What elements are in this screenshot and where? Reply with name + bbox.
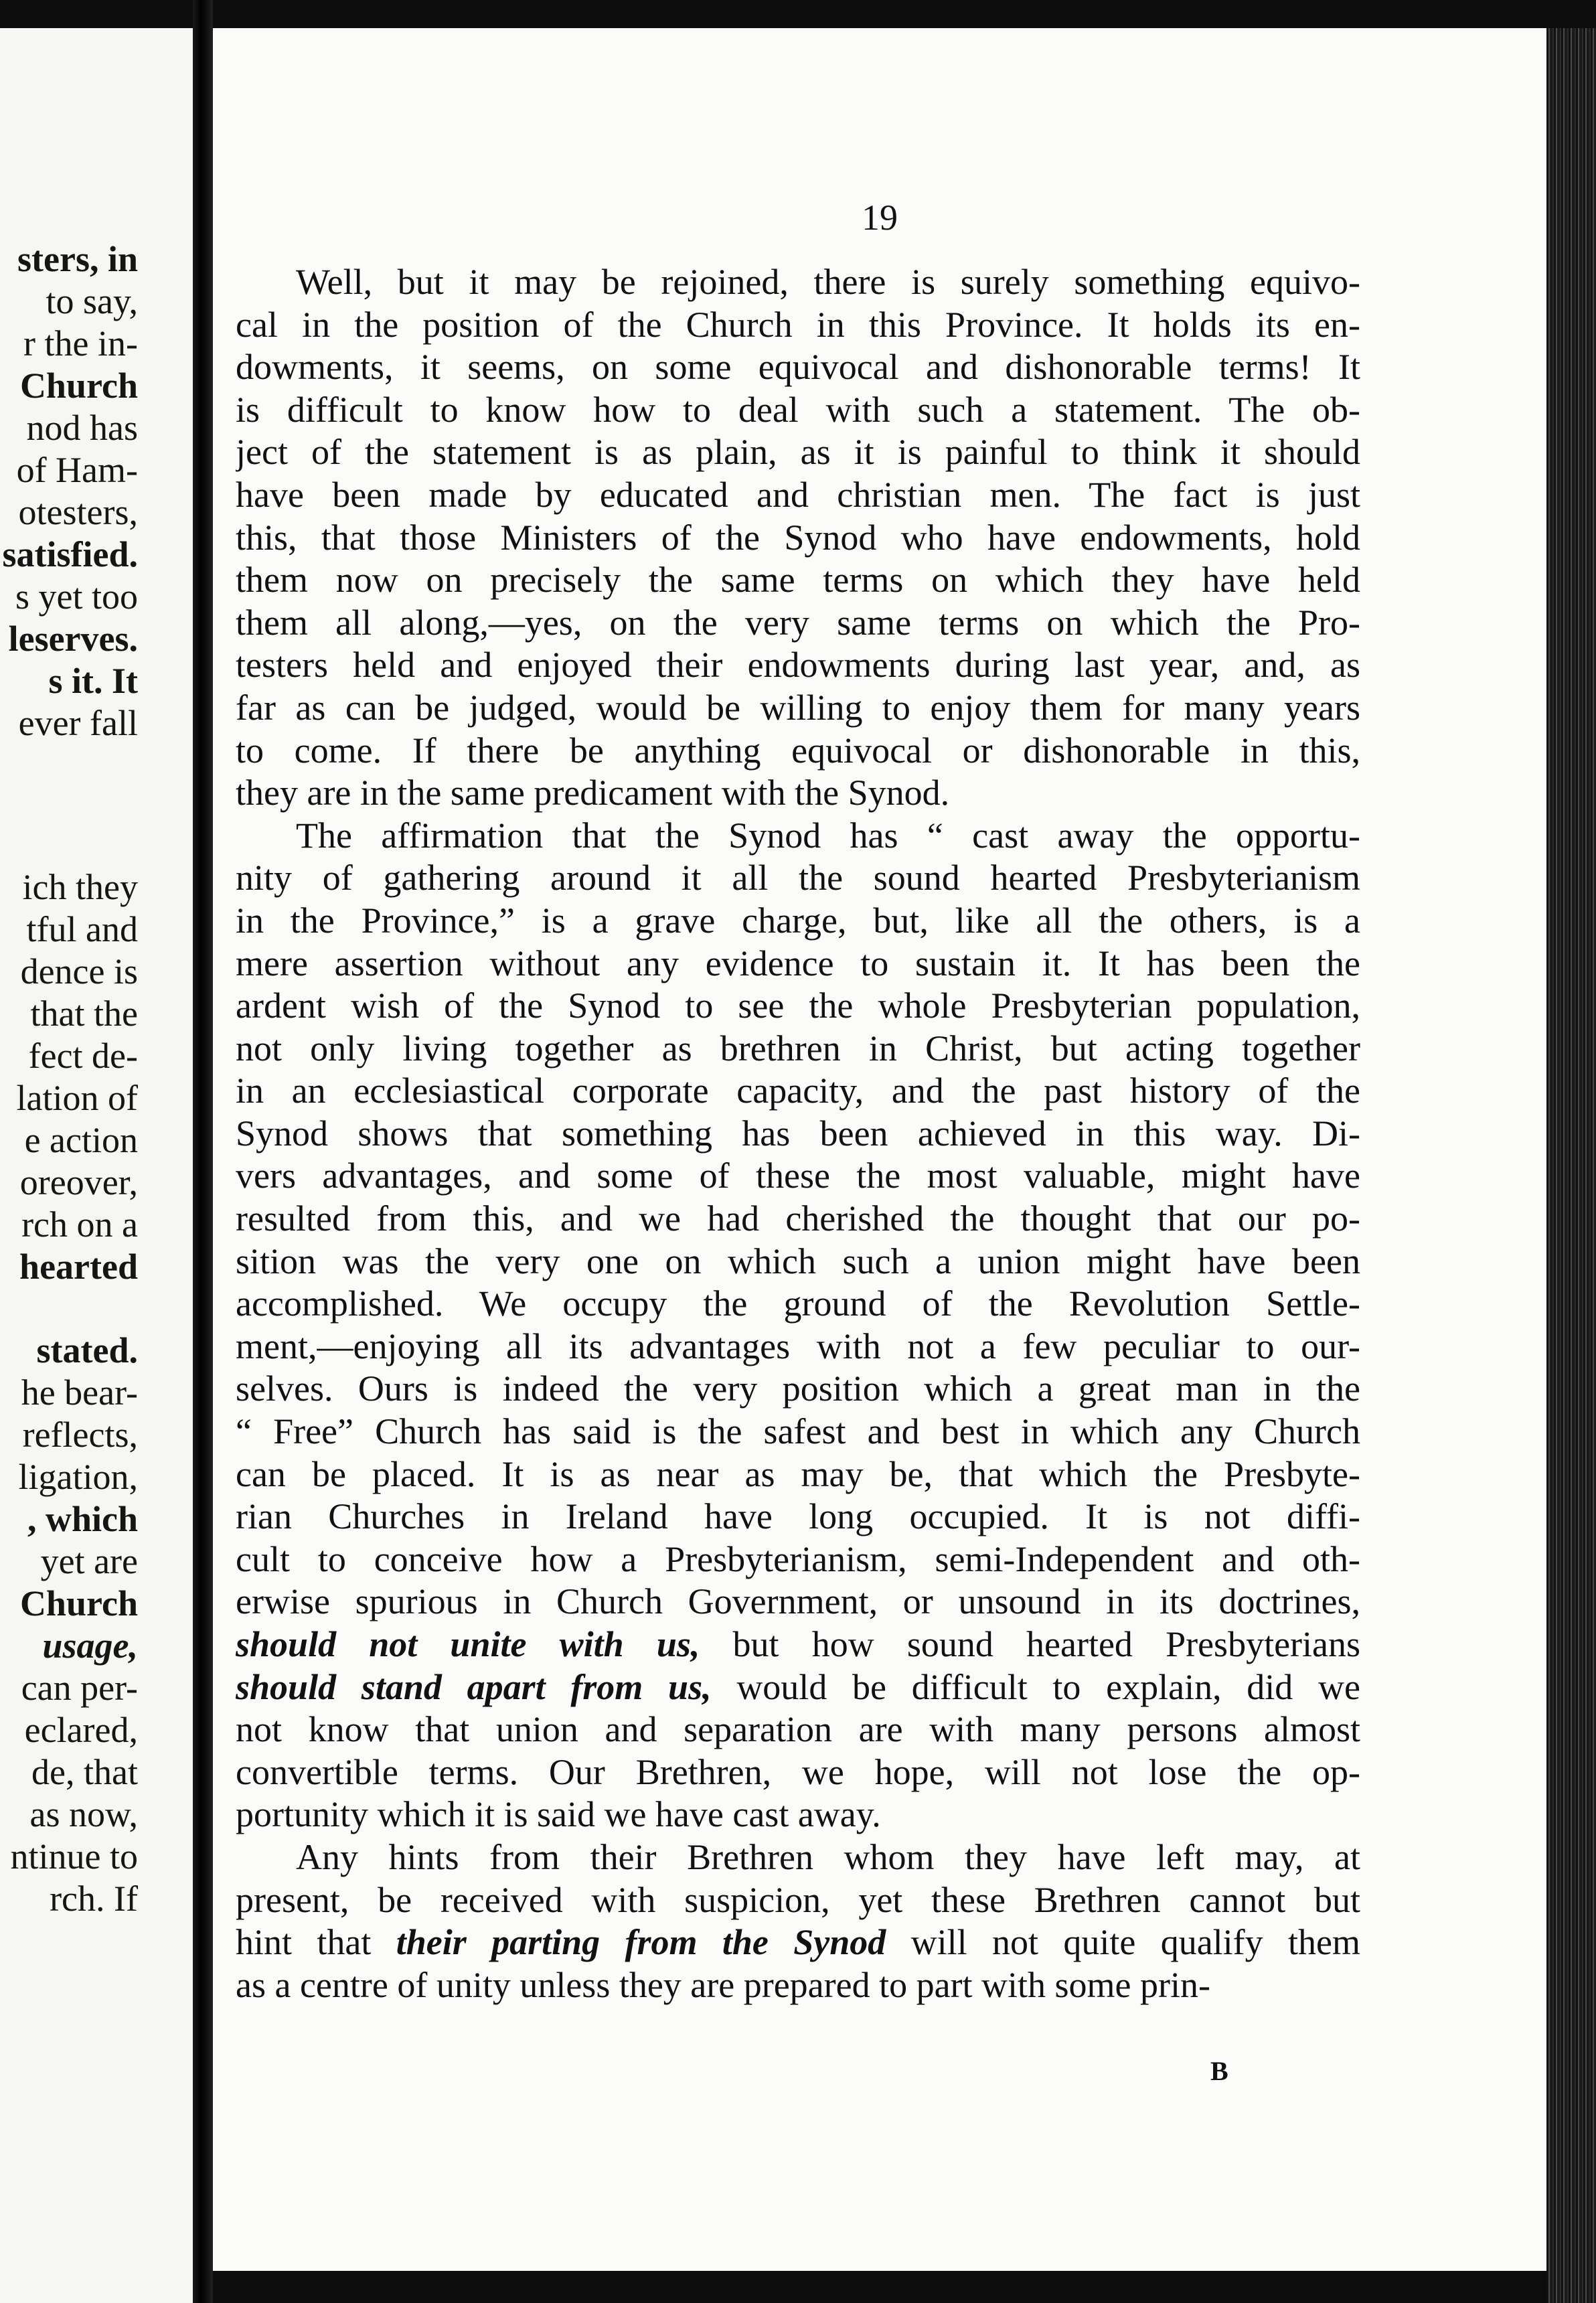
left-page-line: rch. If: [50, 1879, 138, 1919]
text-line: in an ecclesiastical corporate capacity, and the past history of the: [236, 1070, 1360, 1111]
emphasized-phrase: should stand apart from us,: [236, 1666, 712, 1707]
text-line: not only living together as brethren in Christ, but acting together: [236, 1028, 1360, 1068]
page-number: 19: [862, 197, 898, 238]
signature-mark: B: [1210, 2056, 1228, 2086]
text-line: Well, but it may be rejoined, there is surely something equivo-: [296, 262, 1360, 302]
left-page-line: Church: [19, 366, 138, 406]
text-line: rian Churches in Ireland have long occupied. It is not diffi-: [236, 1496, 1360, 1537]
left-page-line: s it. It: [48, 661, 138, 701]
left-page-line: oreover,: [19, 1162, 138, 1202]
left-page-line: fect de-: [28, 1036, 138, 1076]
left-page-line: de, that: [31, 1752, 138, 1792]
emphasized-phrase: their parting from the Synod: [396, 1922, 886, 1963]
page-edges: [1546, 28, 1596, 2303]
text-line: present, be received with suspicion, yet these Brethren cannot but: [236, 1879, 1360, 1920]
left-page-line: ever fall: [18, 703, 138, 743]
left-page-line: tful and: [26, 909, 138, 949]
left-page-line: leserves.: [8, 619, 138, 659]
left-page-line: can per-: [21, 1668, 138, 1708]
left-page-line: sters, in: [17, 239, 138, 279]
text-line: should not unite with us, but how sound hearted Presbyterians: [236, 1624, 1360, 1664]
left-page-fragment: [0, 28, 193, 2303]
text-line: testers held and enjoyed their endowments during last year, and, as: [236, 645, 1360, 686]
left-page-line: stated.: [36, 1330, 138, 1370]
left-page-line: rch on a: [21, 1204, 138, 1245]
text-line: Synod shows that something has been achieved in this way. Di-: [236, 1113, 1360, 1154]
text-line: they are in the same predicament with the Synod.: [236, 773, 950, 813]
left-page-line: that the: [30, 994, 138, 1034]
text-line: is difficult to know how to deal with such a statement. The ob-: [236, 389, 1360, 430]
text-line: ment,—enjoying all its advantages with not a few peculiar to our-: [236, 1326, 1360, 1366]
left-page-line: Church: [19, 1583, 138, 1623]
text-line: cal in the position of the Church in this Province. It holds its en-: [236, 304, 1360, 345]
left-page-line: otesters,: [18, 492, 138, 532]
text-line: as a centre of unity unless they are prepared to part with some prin-: [236, 1964, 1210, 2005]
left-page-line: lation of: [16, 1078, 138, 1118]
text-line: far as can be judged, would be willing to enjoy them for many years: [236, 687, 1360, 728]
text-line: them all along,—yes, on the very same terms on which the Pro-: [236, 602, 1360, 643]
text-line: ject of the statement is as plain, as it is painful to think it should: [236, 432, 1360, 473]
text-line: cult to conceive how a Presbyterianism, semi-Independent and oth-: [236, 1538, 1360, 1579]
text-line: vers advantages, and some of these the most valuable, might have: [236, 1156, 1360, 1196]
text-line: them now on precisely the same terms on which they have held: [236, 560, 1360, 601]
text-line: “ Free” Church has said is the safest and best in which any Church: [236, 1411, 1360, 1452]
left-page-line: to say,: [46, 281, 138, 321]
left-page-line: r the in-: [23, 323, 138, 364]
left-page-line: he bear-: [21, 1372, 138, 1413]
text-line: to come. If there be anything equivocal or dishonorable in this,: [236, 730, 1360, 771]
left-page-line: nod has: [26, 408, 138, 448]
text-line: this, that those Ministers of the Synod who have endowments, hold: [236, 517, 1360, 558]
text-line: hint that their parting from the Synod will not quite qualify them: [236, 1922, 1360, 1963]
text-line: Any hints from their Brethren whom they have left may, at: [296, 1836, 1360, 1877]
text-line: dowments, it seems, on some equivocal and dishonorable terms! It: [236, 347, 1360, 388]
left-page-line: hearted: [19, 1247, 138, 1287]
text-line: resulted from this, and we had cherished the thought that our po-: [236, 1198, 1360, 1239]
left-page-line: of Ham-: [16, 450, 138, 490]
text-line: mere assertion without any evidence to sustain it. It has been the: [236, 943, 1360, 983]
left-page-line: yet are: [40, 1541, 138, 1581]
left-page-line: satisfied.: [2, 534, 138, 574]
text-line: accomplished. We occupy the ground of the Revolution Settle-: [236, 1283, 1360, 1324]
text-line: in the Province,” is a grave charge, but, like all the others, is a: [236, 900, 1360, 941]
text-line: selves. Ours is indeed the very position which a great man in the: [236, 1368, 1360, 1409]
book-gutter: [193, 0, 213, 2303]
left-page-line: eclared,: [24, 1710, 138, 1750]
text-line: portunity which it is said we have cast away.: [236, 1794, 881, 1835]
text-line: nity of gathering around it all the sound hearted Presbyterianism: [236, 858, 1360, 898]
text-line: erwise spurious in Church Government, or unsound in its doctrines,: [236, 1581, 1360, 1622]
text-line: not know that union and separation are with many persons almost: [236, 1709, 1360, 1750]
text-line: convertible terms. Our Brethren, we hope, will not lose the op-: [236, 1751, 1360, 1792]
left-page-line: , which: [27, 1499, 138, 1539]
emphasized-phrase: should not unite with us,: [236, 1624, 700, 1664]
left-page-line: usage,: [42, 1625, 138, 1666]
text-line: sition was the very one on which such a union might have been: [236, 1241, 1360, 1281]
text-line: The affirmation that the Synod has “ cast away the opportu-: [296, 815, 1360, 856]
left-page-line: reflects,: [22, 1415, 138, 1455]
text-line: have been made by educated and christian men. The fact is just: [236, 474, 1360, 515]
left-page-line: as now,: [29, 1794, 138, 1834]
left-page-line: dence is: [20, 951, 138, 991]
left-page-line: ligation,: [18, 1457, 138, 1497]
text-line: can be placed. It is as near as may be, that which the Presbyte-: [236, 1453, 1360, 1494]
left-page-line: e action: [24, 1120, 138, 1160]
left-page-line: ntinue to: [10, 1836, 138, 1877]
body-text: [236, 261, 1360, 2006]
left-page-line: s yet too: [15, 576, 138, 617]
left-page-line: ich they: [22, 867, 138, 907]
text-line: ardent wish of the Synod to see the whole Presbyterian population,: [236, 985, 1360, 1026]
text-line: should stand apart from us, would be difficult to explain, did we: [236, 1666, 1360, 1707]
